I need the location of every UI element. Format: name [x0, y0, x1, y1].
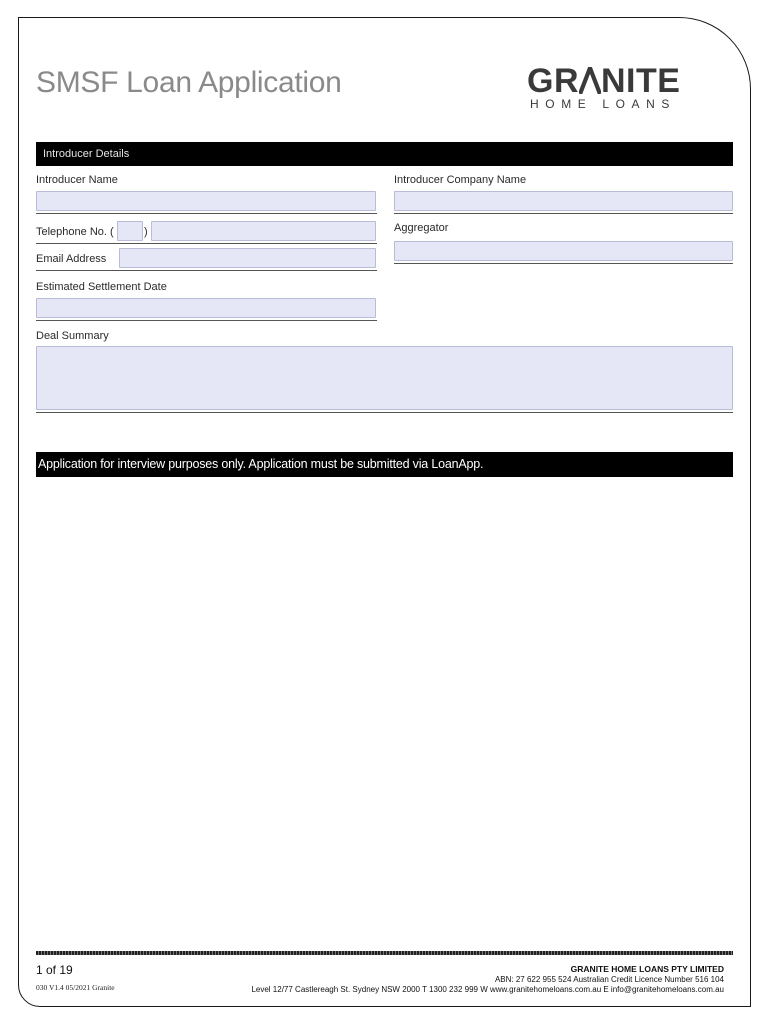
introducer-name-label: Introducer Name [36, 174, 118, 186]
footer-company-name: GRANITE HOME LOANS PTY LIMITED [570, 964, 724, 974]
page-title: SMSF Loan Application [36, 66, 342, 99]
introducer-name-field[interactable] [36, 191, 376, 211]
granite-logo [520, 62, 690, 114]
telephone-close-paren: ) [144, 226, 148, 238]
footer-address-line: Level 12/77 Castlereagh St. Sydney NSW 2000 T 1300 232 999 W www.granitehomeloans.com.au E info@granitehomeloans.com.au [251, 985, 724, 994]
introducer-company-name-field[interactable] [394, 191, 733, 211]
version-code: 030 V1.4 05/2021 Granite [36, 983, 115, 992]
page-number: 1 of 19 [36, 963, 73, 977]
introducer-company-name-underline [394, 213, 733, 214]
estimated-settlement-date-underline [36, 320, 377, 321]
introducer-name-underline [36, 213, 377, 214]
email-address-label: Email Address [36, 253, 107, 265]
introducer-company-name-label: Introducer Company Name [394, 174, 527, 186]
estimated-settlement-date-label: Estimated Settlement Date [36, 281, 167, 293]
introducer-details-heading: Introducer Details [36, 142, 733, 166]
footer-rule [36, 951, 733, 955]
telephone-label: Telephone No. ( [36, 226, 114, 238]
deal-summary-field[interactable] [36, 346, 733, 410]
telephone-underline [36, 243, 377, 244]
deal-summary-label: Deal Summary [36, 330, 109, 342]
deal-summary-underline [36, 412, 733, 413]
logo-subtitle: HOME LOANS [530, 97, 677, 111]
footer-abn-line: ABN: 27 622 955 524 Australian Credit Licence Number 516 104 [494, 975, 724, 984]
aggregator-underline [394, 263, 733, 264]
email-address-field[interactable] [119, 248, 376, 268]
logo-wordmark: GR NITE [527, 62, 681, 100]
telephone-area-code-field[interactable] [117, 221, 143, 241]
telephone-number-field[interactable] [151, 221, 376, 241]
estimated-settlement-date-field[interactable] [36, 298, 376, 318]
aggregator-field[interactable] [394, 241, 733, 261]
aggregator-label: Aggregator [394, 222, 449, 234]
interview-purposes-notice: Application for interview purposes only. Application must be submitted via LoanApp. [36, 452, 733, 477]
email-address-underline [36, 270, 377, 271]
